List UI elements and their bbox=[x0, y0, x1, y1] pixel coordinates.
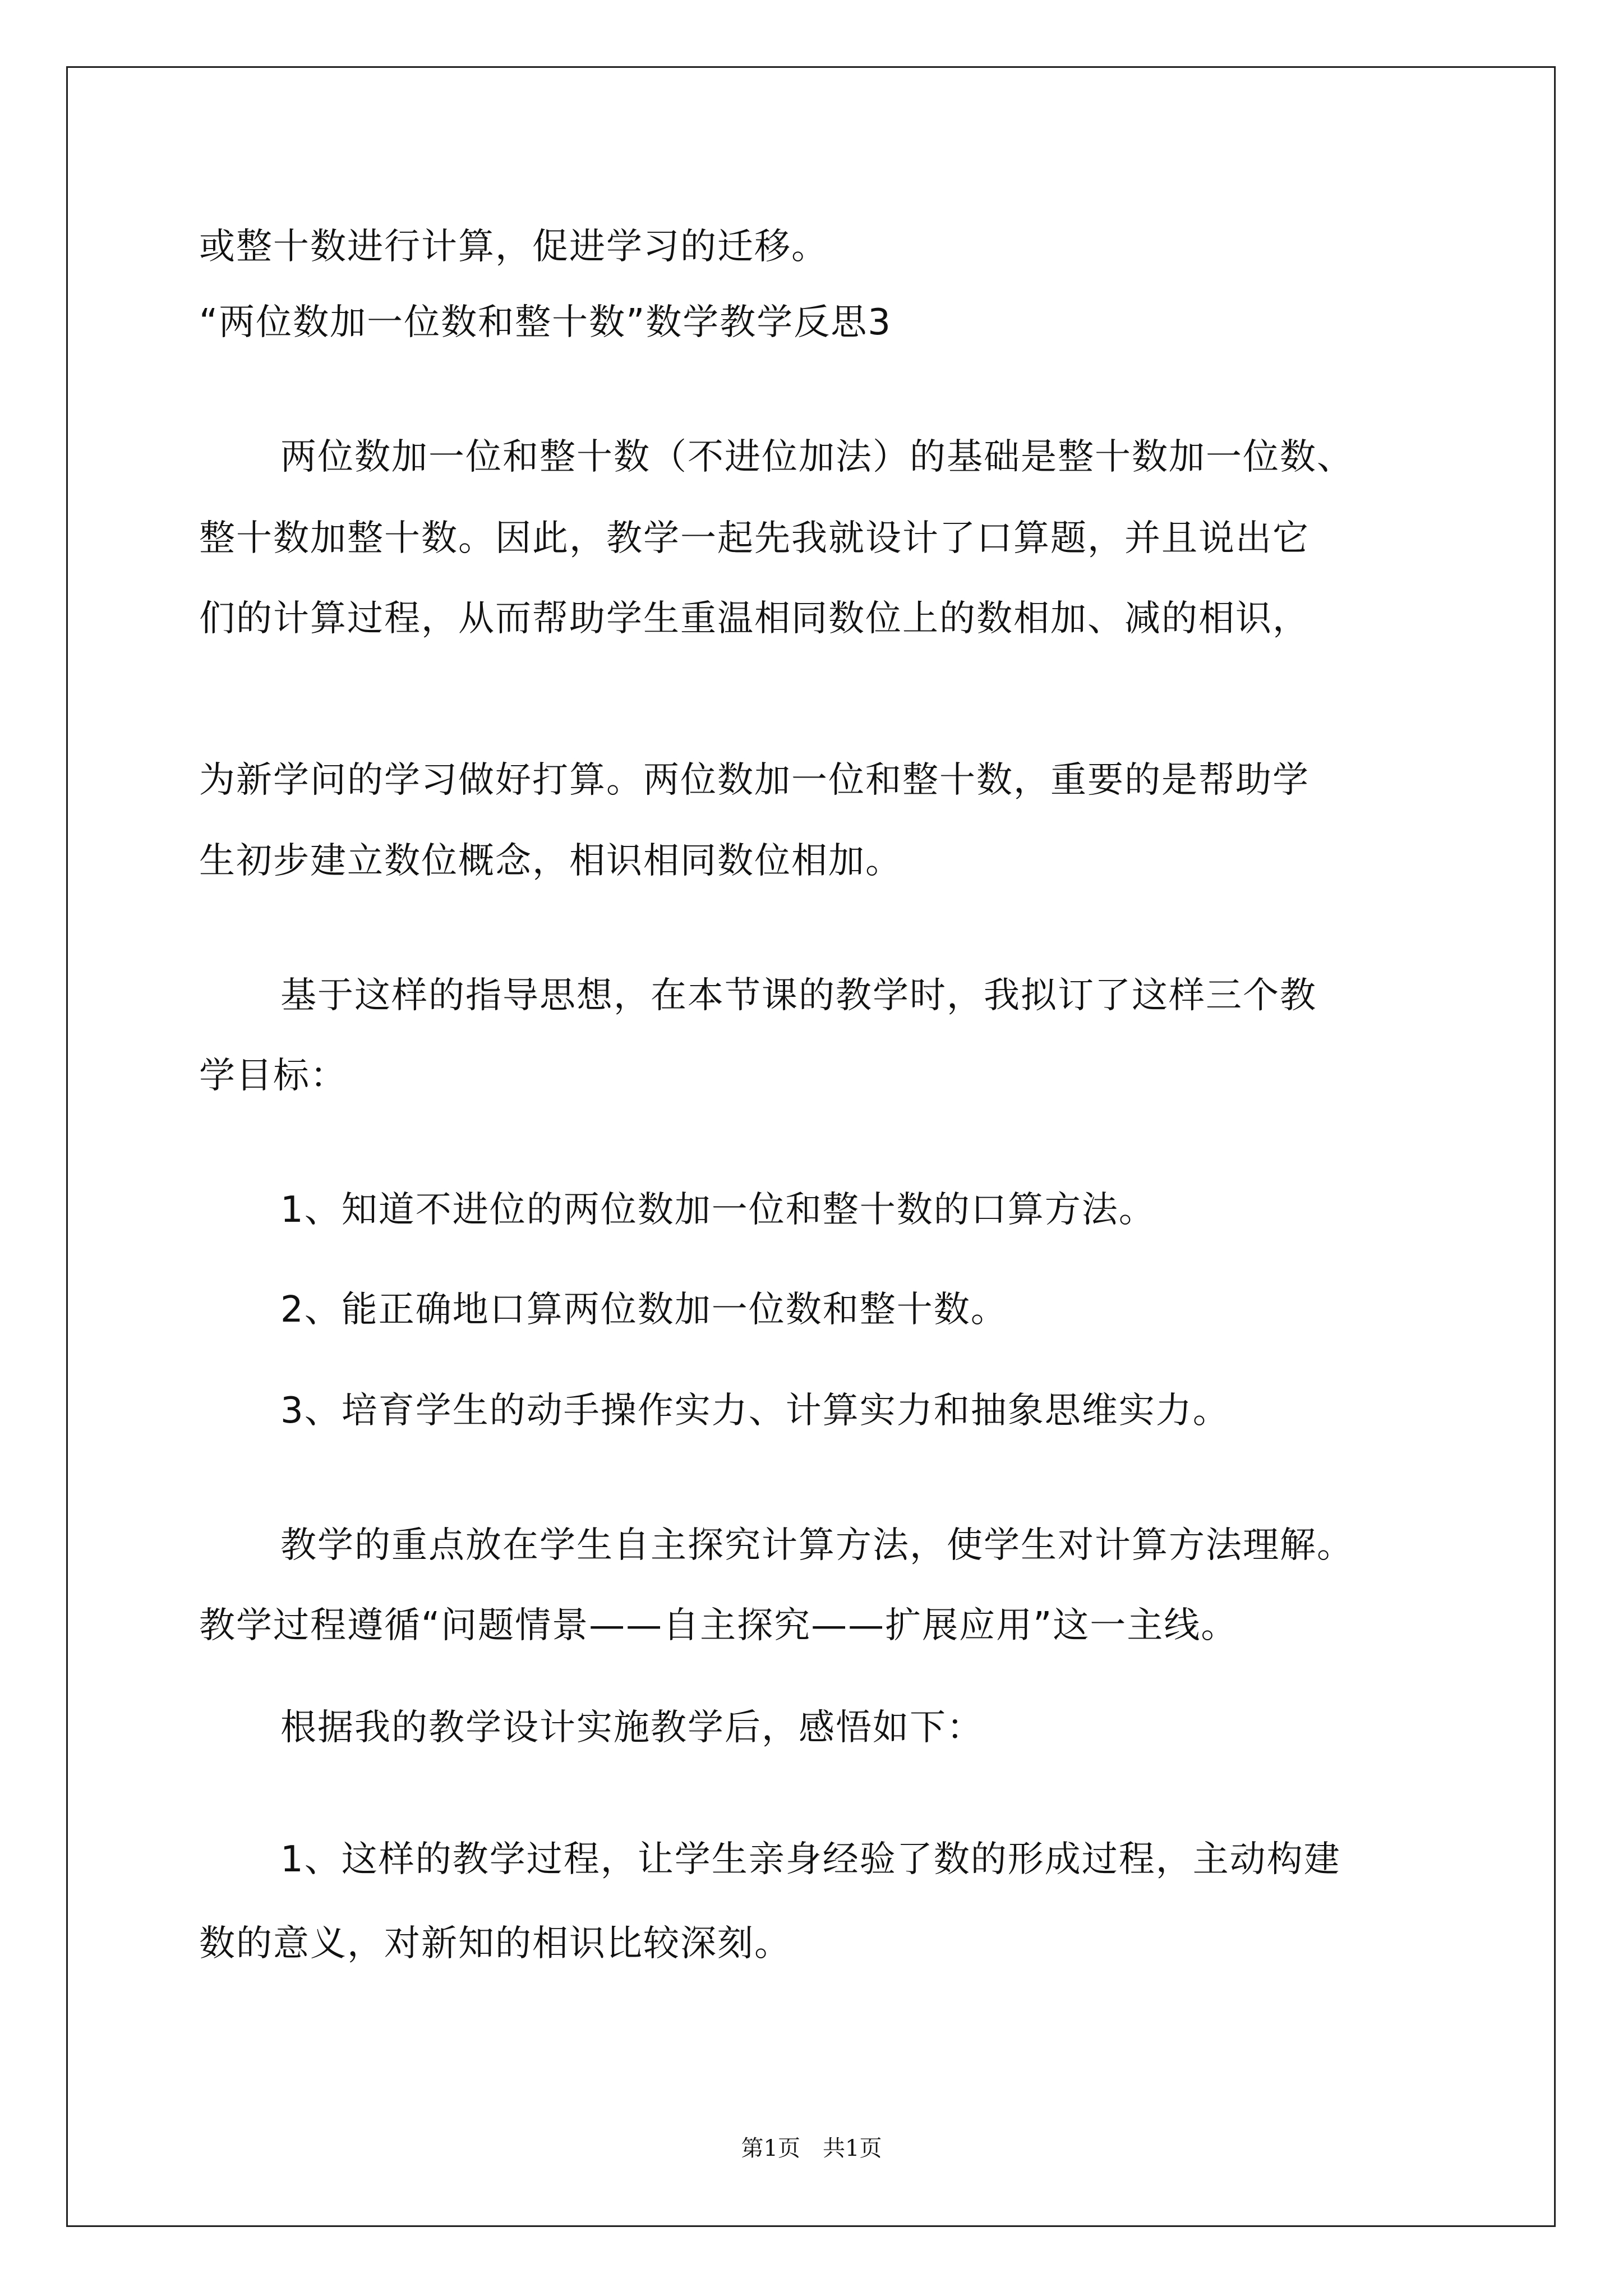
page-number: 第1页 bbox=[741, 2136, 800, 2161]
page-total: 共1页 bbox=[823, 2136, 882, 2161]
list-item: 2、能正确地口算两位数加一位数和整十数。 bbox=[280, 1289, 1008, 1331]
paragraph-line: 1、这样的教学过程，让学生亲身经验了数的形成过程，主动构建 bbox=[280, 1839, 1341, 1880]
paragraph-line: 教学过程遵循“问题情景——自主探究——扩展应用”这一主线。 bbox=[199, 1605, 1238, 1646]
list-item: 1、知道不进位的两位数加一位和整十数的口算方法。 bbox=[280, 1189, 1156, 1231]
paragraph-line: 数的意义，对新知的相识比较深刻。 bbox=[199, 1923, 791, 1964]
list-item: 3、培育学生的动手操作实力、计算实力和抽象思维实力。 bbox=[280, 1390, 1230, 1432]
paragraph-line: 基于这样的指导思想，在本节课的教学时，我拟订了这样三个教 bbox=[280, 975, 1317, 1016]
page-border bbox=[66, 66, 1556, 2227]
paragraph-line: 整十数加整十数。因此，教学一起先我就设计了口算题，并且说出它 bbox=[199, 518, 1310, 559]
paragraph-line: 学目标： bbox=[199, 1055, 347, 1097]
paragraph-line: 们的计算过程，从而帮助学生重温相同数位上的数相加、减的相识， bbox=[199, 598, 1310, 639]
paragraph-line: 为新学问的学习做好打算。两位数加一位和整十数，重要的是帮助学 bbox=[199, 760, 1310, 801]
section-heading: “两位数加一位数和整十数”数学教学反思3 bbox=[199, 302, 892, 343]
paragraph-line: 根据我的教学设计实施教学后，感悟如下： bbox=[280, 1707, 984, 1749]
page-footer bbox=[0, 2132, 1623, 2165]
paragraph-line: 两位数加一位和整十数（不进位加法）的基础是整十数加一位数、 bbox=[280, 436, 1354, 478]
paragraph-line: 教学的重点放在学生自主探究计算方法，使学生对计算方法理解。 bbox=[280, 1525, 1354, 1566]
paragraph-line: 或整十数进行计算，促进学习的迁移。 bbox=[199, 226, 828, 268]
paragraph-line: 生初步建立数位概念，相识相同数位相加。 bbox=[199, 840, 902, 882]
